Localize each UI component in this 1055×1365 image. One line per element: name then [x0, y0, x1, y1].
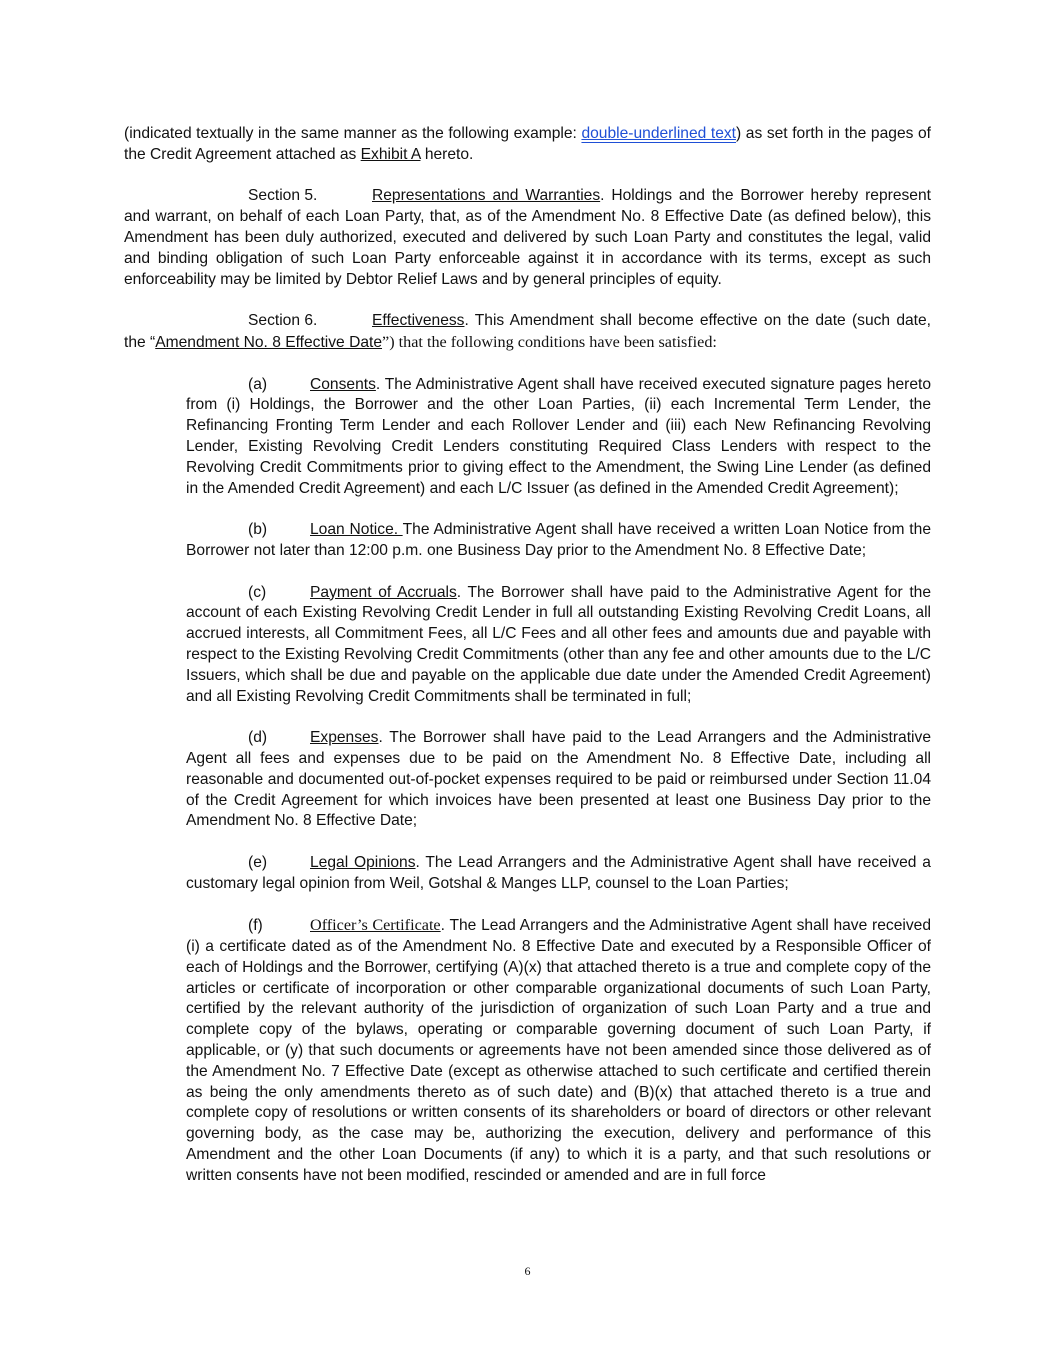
condition-d-body: . The Borrower shall have paid to the Lead Arrangers and the Administrative Agent all fees and expenses due to be paid on the Amendment No. 8 Effective Date, including all reasonable and documented out-of-pocket expenses required to be paid or reimbursed under Section 11.04 of the Credit Agreement for which invoices have been presented at least one Business Day prior to the Amendment No. 8 Effective Date; — [186, 729, 931, 830]
section-6-body: . This Amendment shall become effective on the date (such date, the “ — [124, 312, 931, 351]
intro-text: (indicated textually in the same manner as the following example: — [124, 125, 582, 142]
condition-f-label: (f) — [248, 917, 263, 935]
condition-c-label: (c) — [248, 583, 267, 601]
exhibit-a-reference: Exhibit A — [360, 145, 421, 163]
condition-e-label: (e) — [248, 853, 268, 871]
condition-b-title: Loan Notice. — [310, 521, 403, 539]
section-5-label: Section 5. — [248, 187, 318, 205]
condition-a-body: . The Administrative Agent shall have received executed signature pages hereto from (i) Holdings, the Borrower and the other Loan Parties, (ii) each Incremental Term Lender, the Refinancing Fronting Term Lender and each Rollover Lender and (iii) each New Refinancing Revolving Lender, Existing Revolving Credit Lenders constituting Required Class Lenders with respect to the Revolving Credit Commitments prior to giving effect to the Amendment, the Swing Line Lender (as defined in the Amended Credit Agreement) and each L/C Issuer (as defined in the Amended Credit Agreement); — [186, 375, 931, 497]
condition-b — [186, 520, 931, 562]
condition-a — [186, 375, 931, 500]
section-6-body-end: ”) that the following conditions have been satisfied: — [382, 332, 717, 351]
condition-b-body: The Administrative Agent shall have received a written Loan Notice from the Borrower not later than 12:00 p.m. one Business Day prior to the Amendment No. 8 Effective Date; — [186, 521, 931, 559]
condition-a-label: (a) — [248, 375, 268, 393]
section-5-body: . Holdings and the Borrower hereby represent and warrant, on behalf of each Loan Party, that, as of the Amendment No. 8 Effective Date (as defined below), this Amendment has been duly authorized, executed and delivered by such Loan Party and constitutes the legal, valid and binding obligation of such Loan Party enforceable against it in accordance with its terms, except as such enforceability may be limited by Debtor Relief Laws and by general principles of equity. — [124, 187, 931, 288]
document-page — [124, 124, 931, 1187]
condition-b-label: (b) — [248, 521, 268, 539]
condition-c-body: . The Borrower shall have paid to the Administrative Agent for the account of each Existing Revolving Credit Lender in full all outstanding Existing Revolving Credit Loans, all accrued interests, all Commitment Fees, all L/C Fees and all other fees and amounts due and payable with respect to the Existing Revolving Credit Commitments (other than any fee and other amounts due to the L/C Issuers, which shall be due and payable on the applicable due date under the Amended Credit Agreement) and all Existing Revolving Credit Commitments shall be terminated in full; — [186, 583, 932, 705]
section-6-label: Section 6. — [248, 312, 318, 330]
condition-a-title: Consents — [310, 375, 376, 393]
condition-f-title: Officer’s Certificate — [310, 916, 441, 935]
double-underlined-example-link[interactable]: double-underlined text — [581, 125, 737, 142]
condition-d-title: Expenses — [310, 729, 379, 747]
condition-e-title: Legal Opinions — [310, 853, 416, 871]
section-6-title: Effectiveness — [372, 312, 465, 330]
condition-f — [186, 915, 931, 1186]
condition-e-body: . The Lead Arrangers and the Administrative Agent shall have received a customary legal opinion from Weil, Gotshal & Manges LLP, counsel to the Loan Parties; — [186, 853, 931, 892]
condition-c — [186, 583, 931, 708]
condition-c-title: Payment of Accruals — [310, 583, 457, 601]
condition-d-label: (d) — [248, 729, 268, 747]
condition-e — [186, 853, 931, 895]
condition-d — [186, 728, 931, 832]
intro-text-end: hereto. — [420, 145, 474, 163]
section-5-paragraph — [124, 186, 931, 290]
section-6-paragraph — [124, 311, 931, 354]
intro-text-mid: ) as set forth in the pages of the Credit Agreement attached as — [124, 125, 931, 163]
page-number: 6 — [524, 1264, 531, 1278]
intro-paragraph — [124, 124, 931, 166]
section-5-title: Representations and Warranties — [372, 187, 601, 205]
defined-term-effective-date: Amendment No. 8 Effective Date — [155, 333, 383, 351]
condition-f-body: . The Lead Arrangers and the Administrative Agent shall have received (i) a certificate dated as of the Amendment No. 8 Effective Date and executed by a Responsible Officer of each of Holdings and the Borrower, certifying (A)(x) that attached thereto is a true and complete copy of the articles or certificate of incorporation or other comparable organizational documents of such Loan Party, certified by the relevant authority of the jurisdiction of organization of such Loan Party and a true and complete copy of the bylaws, operating or comparable governing document of such Loan Party, if applicable, or (y) that such documents or agreements have not been amended since those delivered as of the Amendment No. 7 Effective Date (except as otherwise attached to such certificate and certified therein as being the only amendments thereto as of such date) and (B)(x) that attached thereto is a true and complete copy of resolutions or written consents of its shareholders or board of directors or other relevant governing body, as the case may be, authorizing the execution, delivery and performance of this Amendment and the other Loan Documents (if any) to which it is a party, and that such resolutions or written consents have not been modified, rescinded or amended and are in full force — [186, 917, 931, 1184]
